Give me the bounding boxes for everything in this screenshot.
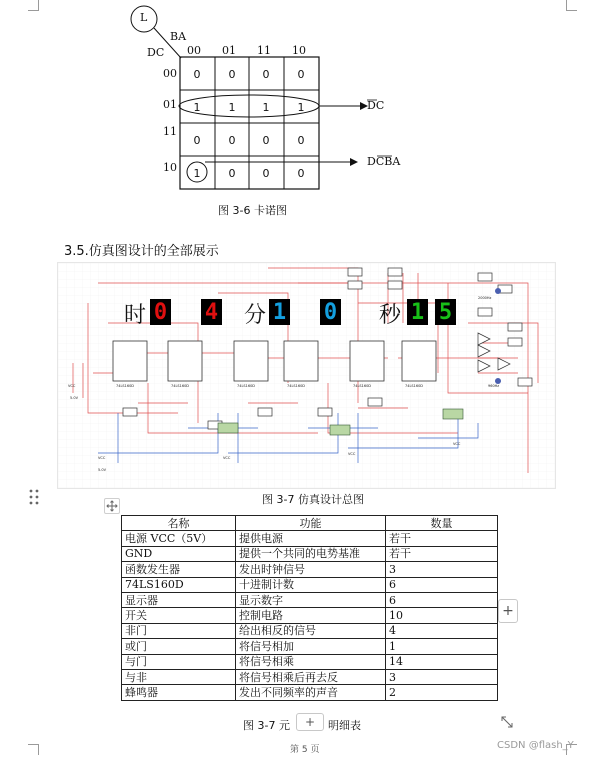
crop-mark-top-right <box>566 0 577 11</box>
kmap-row-header: 10 <box>163 161 177 174</box>
svg-text:74LS160D: 74LS160D <box>287 384 306 388</box>
figure-caption-simulation: 图 3-7 仿真设计总图 <box>262 493 364 506</box>
table-row <box>122 608 498 623</box>
table-header-row <box>122 516 498 531</box>
seven-segment-display: 5 <box>435 299 456 325</box>
table-cell: 十进制计数 <box>236 577 386 592</box>
resize-table-icon[interactable] <box>498 713 516 731</box>
kmap-row-header: 00 <box>163 67 177 80</box>
seven-segment-display: 0 <box>320 299 341 325</box>
table-row <box>122 669 498 684</box>
svg-text:74LS160D: 74LS160D <box>353 384 372 388</box>
table-cell: 10 <box>386 608 498 623</box>
svg-text:VCC: VCC <box>68 384 76 388</box>
svg-text:VCC: VCC <box>348 452 356 456</box>
kmap-cell: 0 <box>297 133 305 147</box>
kmap-cell: 0 <box>228 133 236 147</box>
table-cell: 控制电路 <box>236 608 386 623</box>
kmap-col-header: 10 <box>292 44 306 57</box>
table-caption-left: 图 3-7 元 <box>243 719 290 732</box>
label-hour: 时 <box>124 303 147 328</box>
kmap-cell: 0 <box>262 133 270 147</box>
kmap-cell: 0 <box>228 67 236 81</box>
kmap-cell: 1 <box>193 100 201 114</box>
svg-text:74LS160D: 74LS160D <box>171 384 190 388</box>
kmap-col-header: 11 <box>257 44 271 57</box>
table-row <box>122 654 498 669</box>
table-row <box>122 577 498 592</box>
svg-text:5.0V: 5.0V <box>98 468 106 472</box>
table-cell: 提供电源 <box>236 531 386 546</box>
table-row <box>122 623 498 638</box>
column-header: 名称 <box>122 516 236 531</box>
table-row <box>122 531 498 546</box>
svg-text:74LS160D: 74LS160D <box>237 384 256 388</box>
kmap-col-header: 01 <box>222 44 236 57</box>
table-cell: 发出不同频率的声音 <box>236 685 386 700</box>
component-table <box>121 515 498 701</box>
svg-text:5.0V: 5.0V <box>70 396 78 400</box>
table-cell: 显示数字 <box>236 592 386 607</box>
section-heading: 3.5.仿真图设计的全部展示 <box>64 244 219 259</box>
column-header: 功能 <box>236 516 386 531</box>
kmap-col-header: 00 <box>187 44 201 57</box>
kmap-cell: 0 <box>228 166 236 180</box>
svg-text:VCC: VCC <box>223 456 231 460</box>
table-cell: 3 <box>386 562 498 577</box>
svg-text:VCC: VCC <box>98 456 106 460</box>
schematic-wiring <box>58 263 555 488</box>
label-second: 秒 <box>379 303 402 328</box>
move-table-icon[interactable] <box>104 498 120 514</box>
table-cell: 6 <box>386 592 498 607</box>
svg-text:74LS160D: 74LS160D <box>405 384 424 388</box>
seven-segment-display: 1 <box>269 299 290 325</box>
kmap-cell: 1 <box>297 100 305 114</box>
column-header: 数量 <box>386 516 498 531</box>
table-cell: 14 <box>386 654 498 669</box>
kmap-cell: 1 <box>193 166 201 180</box>
table-cell: GND <box>122 546 236 561</box>
seven-segment-display: 1 <box>407 299 428 325</box>
table-cell: 若干 <box>386 546 498 561</box>
table-row <box>122 562 498 577</box>
table-cell: 蜂鸣器 <box>122 685 236 700</box>
simulation-schematic <box>57 262 556 489</box>
add-row-button[interactable]: + <box>296 713 324 731</box>
svg-text:960Hz: 960Hz <box>488 384 500 388</box>
kmap-output-variable: L <box>140 11 148 24</box>
table-cell: 开关 <box>122 608 236 623</box>
kmap-row-header: 01 <box>163 98 177 111</box>
table-cell: 将信号相乘后再去反 <box>236 669 386 684</box>
table-cell: 发出时钟信号 <box>236 562 386 577</box>
watermark: CSDN @flash_Y <box>497 740 574 751</box>
page-number: 第 5 页 <box>290 745 320 755</box>
table-cell: 提供一个共同的电势基准 <box>236 546 386 561</box>
table-cell: 将信号相加 <box>236 639 386 654</box>
kmap-cell: 1 <box>228 100 236 114</box>
table-cell: 若干 <box>386 531 498 546</box>
table-cell: 与非 <box>122 669 236 684</box>
table-row <box>122 592 498 607</box>
table-cell: 2 <box>386 685 498 700</box>
label-minute: 分 <box>244 303 267 328</box>
kmap-cell: 0 <box>193 67 201 81</box>
seven-segment-display: 4 <box>201 299 222 325</box>
table-caption-right: 明细表 <box>328 719 361 732</box>
add-column-button[interactable]: + <box>498 599 518 623</box>
kmap-cell: 0 <box>262 67 270 81</box>
kmap-cell: 0 <box>297 166 305 180</box>
table-cell: 1 <box>386 639 498 654</box>
table-cell: 与门 <box>122 654 236 669</box>
crop-mark-bottom-left <box>28 744 39 755</box>
table-cell: 74LS160D <box>122 577 236 592</box>
table-cell: 将信号相乘 <box>236 654 386 669</box>
kmap-cell: 0 <box>262 166 270 180</box>
svg-text:74LS160D: 74LS160D <box>116 384 135 388</box>
table-cell: 非门 <box>122 623 236 638</box>
figure-caption-kmap: 图 3-6 卡诺图 <box>218 204 287 217</box>
kmap-cell: 1 <box>262 100 270 114</box>
kmap-column-variable: BA <box>170 30 187 43</box>
table-cell: 4 <box>386 623 498 638</box>
kmap-cell: 0 <box>297 67 305 81</box>
table-cell: 函数发生器 <box>122 562 236 577</box>
kmap-cell: 0 <box>193 133 201 147</box>
table-cell: 显示器 <box>122 592 236 607</box>
seven-segment-display: 0 <box>150 299 171 325</box>
table-cell: 6 <box>386 577 498 592</box>
table-cell: 3 <box>386 669 498 684</box>
table-cell: 或门 <box>122 639 236 654</box>
kmap-term-label: DCBA <box>367 155 401 168</box>
crop-mark-top-left <box>28 0 39 11</box>
table-row <box>122 639 498 654</box>
table-row <box>122 546 498 561</box>
kmap-term-label: DC <box>367 99 385 112</box>
svg-text:2000Hz: 2000Hz <box>478 296 492 300</box>
drag-handle-icon[interactable] <box>29 489 39 505</box>
table-cell: 电源 VCC（5V） <box>122 531 236 546</box>
table-row <box>122 685 498 700</box>
svg-text:VCC: VCC <box>453 442 461 446</box>
kmap-row-header: 11 <box>163 125 177 138</box>
table-cell: 给出相反的信号 <box>236 623 386 638</box>
kmap-row-variable: DC <box>147 46 165 59</box>
